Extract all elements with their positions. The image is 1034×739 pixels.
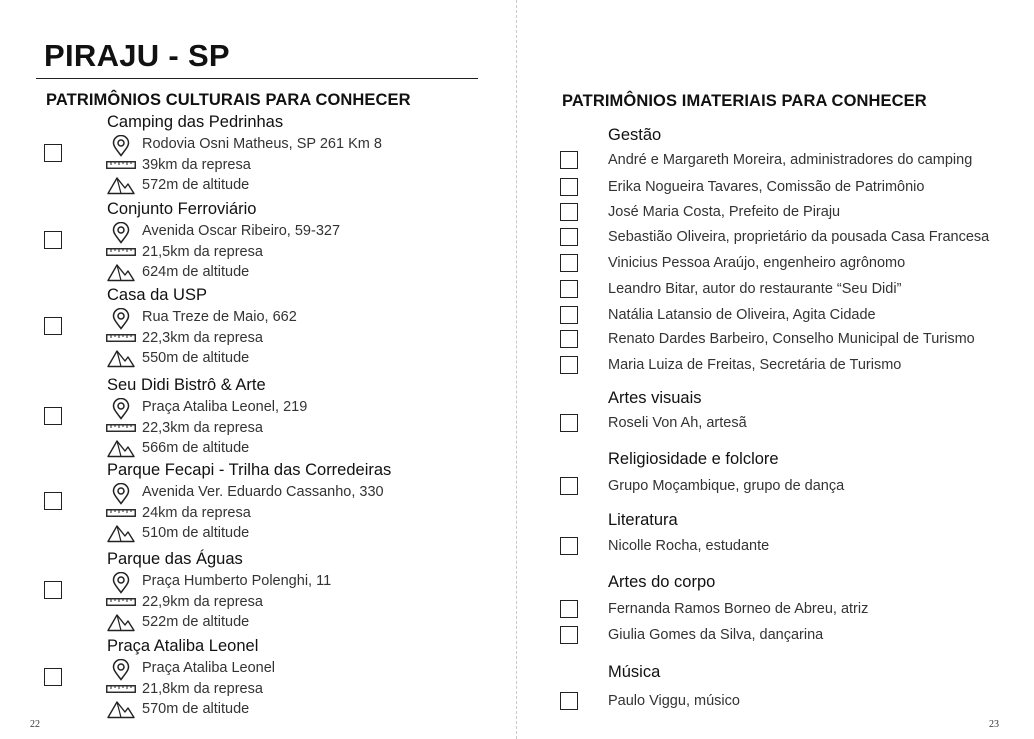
site-altitude: 570m de altitude [142, 701, 250, 717]
person-checkbox[interactable] [560, 356, 578, 374]
person-checkbox[interactable] [560, 692, 578, 710]
site-altitude: 624m de altitude [142, 264, 250, 280]
person-entry: Roseli Von Ah, artesã [608, 415, 747, 431]
page-number-right: 23 [989, 719, 999, 730]
site-address: Avenida Oscar Ribeiro, 59-327 [142, 223, 341, 239]
mountain-icon [106, 612, 136, 632]
site-distance: 22,3km da represa [142, 420, 263, 436]
person-entry: Natália Latansio de Oliveira, Agita Cidade [608, 307, 876, 323]
site-checkbox[interactable] [44, 581, 62, 599]
location-pin-icon [106, 659, 136, 679]
ruler-icon [106, 158, 136, 170]
site-name: Parque das Águas [107, 550, 243, 568]
site-address: Praça Ataliba Leonel, 219 [142, 399, 308, 415]
person-entry: Grupo Moçambique, grupo de dança [608, 478, 845, 494]
mountain-icon [106, 438, 136, 458]
ruler-icon [106, 245, 136, 257]
location-pin-icon [106, 398, 136, 418]
site-address: Praça Humberto Polenghi, 11 [142, 573, 332, 589]
site-distance: 22,9km da represa [142, 594, 263, 610]
location-pin-icon [106, 483, 136, 503]
site-altitude: 510m de altitude [142, 525, 250, 541]
person-entry: Fernanda Ramos Borneo de Abreu, atriz [608, 601, 869, 617]
category-heading: Artes visuais [608, 389, 702, 407]
location-pin-icon [106, 308, 136, 328]
person-entry: André e Margareth Moreira, administradores do camping [608, 152, 973, 168]
site-address: Rua Treze de Maio, 662 [142, 309, 297, 325]
person-checkbox[interactable] [560, 477, 578, 495]
site-address: Praça Ataliba Leonel [142, 660, 276, 676]
ruler-icon [106, 331, 136, 343]
category-heading: Literatura [608, 511, 678, 529]
cultural-heritage-heading: PATRIMÔNIOS CULTURAIS PARA CONHECER [46, 91, 411, 109]
site-checkbox[interactable] [44, 317, 62, 335]
location-pin-icon [106, 222, 136, 242]
page-fold-divider [516, 0, 517, 739]
site-distance: 21,5km da represa [142, 244, 263, 260]
ruler-icon [106, 506, 136, 518]
site-checkbox[interactable] [44, 231, 62, 249]
site-distance: 21,8km da represa [142, 681, 263, 697]
person-entry: Paulo Viggu, músico [608, 693, 740, 709]
person-entry: Renato Dardes Barbeiro, Conselho Municipal de Turismo [608, 331, 975, 347]
person-entry: Erika Nogueira Tavares, Comissão de Patrimônio [608, 179, 925, 195]
site-altitude: 566m de altitude [142, 440, 250, 456]
mountain-icon [106, 699, 136, 719]
ruler-icon [106, 595, 136, 607]
person-entry: Sebastião Oliveira, proprietário da pousada Casa Francesa [608, 229, 990, 245]
category-heading: Religiosidade e folclore [608, 450, 779, 468]
person-entry: Vinicius Pessoa Araújo, engenheiro agrônomo [608, 255, 906, 271]
location-pin-icon [106, 572, 136, 592]
person-checkbox[interactable] [560, 178, 578, 196]
site-name: Camping das Pedrinhas [107, 113, 284, 131]
person-entry: Leandro Bitar, autor do restaurante “Seu Didi” [608, 281, 902, 297]
site-checkbox[interactable] [44, 144, 62, 162]
person-entry: José Maria Costa, Prefeito de Piraju [608, 204, 841, 220]
page-title: PIRAJU - SP [44, 38, 230, 73]
person-checkbox[interactable] [560, 280, 578, 298]
person-checkbox[interactable] [560, 203, 578, 221]
category-heading: Música [608, 663, 661, 681]
person-entry: Giulia Gomes da Silva, dançarina [608, 627, 824, 643]
title-underline [36, 78, 478, 79]
location-pin-icon [106, 135, 136, 155]
person-checkbox[interactable] [560, 414, 578, 432]
site-address: Rodovia Osni Matheus, SP 261 Km 8 [142, 136, 382, 152]
person-checkbox[interactable] [560, 151, 578, 169]
site-altitude: 522m de altitude [142, 614, 250, 630]
site-name: Seu Didi Bistrô & Arte [107, 376, 266, 394]
site-name: Casa da USP [107, 286, 207, 304]
ruler-icon [106, 682, 136, 694]
site-checkbox[interactable] [44, 492, 62, 510]
person-entry: Nicolle Rocha, estudante [608, 538, 770, 554]
site-distance: 24km da represa [142, 505, 251, 521]
person-checkbox[interactable] [560, 537, 578, 555]
site-altitude: 572m de altitude [142, 177, 250, 193]
site-address: Avenida Ver. Eduardo Cassanho, 330 [142, 484, 384, 500]
mountain-icon [106, 262, 136, 282]
category-heading: Artes do corpo [608, 573, 716, 591]
person-checkbox[interactable] [560, 306, 578, 324]
site-distance: 39km da represa [142, 157, 251, 173]
site-altitude: 550m de altitude [142, 350, 250, 366]
site-name: Parque Fecapi - Trilha das Corredeiras [107, 461, 392, 479]
category-heading: Gestão [608, 126, 662, 144]
person-checkbox[interactable] [560, 330, 578, 348]
page-number-left: 22 [30, 719, 40, 730]
person-checkbox[interactable] [560, 600, 578, 618]
person-checkbox[interactable] [560, 626, 578, 644]
site-checkbox[interactable] [44, 407, 62, 425]
site-name: Conjunto Ferroviário [107, 200, 257, 218]
mountain-icon [106, 175, 136, 195]
ruler-icon [106, 421, 136, 433]
immaterial-heritage-heading: PATRIMÔNIOS IMATERIAIS PARA CONHECER [562, 92, 927, 110]
person-checkbox[interactable] [560, 228, 578, 246]
mountain-icon [106, 523, 136, 543]
site-distance: 22,3km da represa [142, 330, 263, 346]
site-name: Praça Ataliba Leonel [107, 637, 259, 655]
site-checkbox[interactable] [44, 668, 62, 686]
mountain-icon [106, 348, 136, 368]
person-entry: Maria Luiza de Freitas, Secretária de Turismo [608, 357, 902, 373]
person-checkbox[interactable] [560, 254, 578, 272]
